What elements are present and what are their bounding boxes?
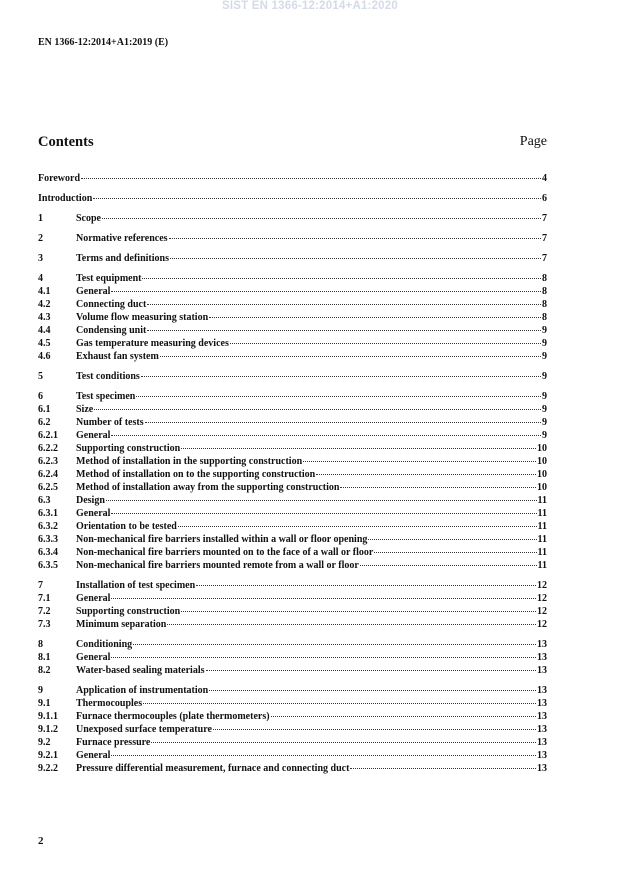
toc-entry[interactable] <box>38 192 547 206</box>
toc-entry[interactable] <box>38 311 547 325</box>
toc-entry[interactable] <box>38 285 547 299</box>
toc-entry-title: General <box>76 652 111 663</box>
toc-entry[interactable] <box>38 507 547 521</box>
toc-entry-number: 6.3.4 <box>38 547 58 558</box>
toc-entry-page: 9 <box>542 371 547 382</box>
dot-leader <box>142 278 541 279</box>
toc-entry-page: 8 <box>542 273 547 284</box>
dot-leader <box>111 435 541 436</box>
toc-entry-title: Gas temperature measuring devices <box>76 338 229 349</box>
toc-entry[interactable] <box>38 762 547 776</box>
dot-leader <box>303 461 536 462</box>
toc-entry-number: 6.2.1 <box>38 430 58 441</box>
toc-entry-number: 6.3.3 <box>38 534 58 545</box>
toc-entry-title: General <box>76 750 111 761</box>
dot-leader <box>147 330 541 331</box>
toc-entry-number: 9.1 <box>38 698 51 709</box>
toc-entry[interactable] <box>38 618 547 632</box>
toc-entry-page: 9 <box>542 430 547 441</box>
toc-entry-number: 6.2.3 <box>38 456 58 467</box>
toc-entry-title: Method of installation in the supporting construction <box>76 456 303 467</box>
dot-leader <box>151 742 536 743</box>
toc-entry[interactable] <box>38 172 547 186</box>
toc-entry[interactable] <box>38 723 547 737</box>
toc-entry-page: 8 <box>542 286 547 297</box>
toc-entry-page: 10 <box>537 469 547 480</box>
dot-leader <box>181 448 536 449</box>
toc-entry-number: 6.1 <box>38 404 51 415</box>
document-header: EN 1366-12:2014+A1:2019 (E) <box>38 37 169 48</box>
toc-entry[interactable] <box>38 390 547 404</box>
dot-leader <box>230 343 541 344</box>
toc-entry-number: 6.3.5 <box>38 560 58 571</box>
toc-entry-title: General <box>76 508 111 519</box>
toc-entry-number: 4.4 <box>38 325 51 336</box>
toc-entry-title: Method of installation on to the supporting construction <box>76 469 316 480</box>
toc-entry[interactable] <box>38 559 547 573</box>
toc-entry[interactable] <box>38 749 547 763</box>
page-number: 2 <box>38 835 44 847</box>
toc-entry-page: 7 <box>542 213 547 224</box>
toc-entry[interactable] <box>38 337 547 351</box>
toc-entry[interactable] <box>38 429 547 443</box>
toc-entry-number: 6 <box>38 391 43 402</box>
toc-entry-page: 11 <box>537 534 547 545</box>
toc-entry[interactable] <box>38 481 547 495</box>
toc-entry-number: 6.2.2 <box>38 443 58 454</box>
dot-leader <box>111 598 536 599</box>
dot-leader <box>111 755 536 756</box>
toc-entry-number: 8 <box>38 639 43 650</box>
toc-entry-title: Introduction <box>38 193 93 204</box>
toc-entry-number: 7.2 <box>38 606 51 617</box>
toc-entry-number: 1 <box>38 213 43 224</box>
toc-entry[interactable] <box>38 252 547 266</box>
toc-entry-title: Size <box>76 404 94 415</box>
toc-entry[interactable] <box>38 403 547 417</box>
dot-leader <box>160 356 541 357</box>
toc-entry-title: Design <box>76 495 105 506</box>
toc-entry-title: Minimum separation <box>76 619 167 630</box>
toc-entry-page: 11 <box>537 495 547 506</box>
toc-entry-title: General <box>76 286 111 297</box>
toc-entry-number: 4.3 <box>38 312 51 323</box>
toc-entry[interactable] <box>38 579 547 593</box>
toc-entry-title: Supporting construction <box>76 606 181 617</box>
toc-entry[interactable] <box>38 638 547 652</box>
dot-leader <box>111 657 536 658</box>
toc-entry[interactable] <box>38 710 547 724</box>
toc-entry-page: 6 <box>542 193 547 204</box>
toc-entry-page: 9 <box>542 404 547 415</box>
toc-entry[interactable] <box>38 298 547 312</box>
toc-entry-page: 13 <box>537 639 547 650</box>
toc-entry-page: 10 <box>537 482 547 493</box>
toc-entry[interactable] <box>38 272 547 286</box>
toc-entry-page: 11 <box>537 508 547 519</box>
toc-entry-number: 4 <box>38 273 43 284</box>
toc-entry-title: General <box>76 430 111 441</box>
toc-entry-title: Non-mechanical fire barriers mounted remote from a wall or floor <box>76 560 359 571</box>
toc-entry-number: 4.5 <box>38 338 51 349</box>
toc-entry-number: 4.6 <box>38 351 51 362</box>
toc-entry[interactable] <box>38 455 547 469</box>
toc-entry-title: Furnace thermocouples (plate thermometers) <box>76 711 270 722</box>
toc-entry-title: Terms and definitions <box>76 253 169 264</box>
toc-entry-page: 13 <box>537 652 547 663</box>
toc-entry-title: Furnace pressure <box>76 737 151 748</box>
toc-entry-title: General <box>76 593 111 604</box>
toc-entry-page: 4 <box>542 173 547 184</box>
toc-entry-title: Volume flow measuring station <box>76 312 209 323</box>
toc-entry-title: Scope <box>76 213 101 224</box>
toc-entry-number: 9.2.1 <box>38 750 58 761</box>
toc-entry-page: 11 <box>537 560 547 571</box>
dot-leader <box>106 500 537 501</box>
toc-entry-page: 10 <box>537 443 547 454</box>
dot-leader <box>213 729 536 730</box>
toc-entry-title: Water-based sealing materials <box>76 665 205 676</box>
dot-leader <box>169 238 541 239</box>
toc-entry[interactable] <box>38 494 547 508</box>
toc-entry-page: 11 <box>537 547 547 558</box>
toc-entry-title: Supporting construction <box>76 443 181 454</box>
toc-entry[interactable] <box>38 605 547 619</box>
contents-heading: Contents <box>38 134 94 150</box>
toc-entry-number: 9 <box>38 685 43 696</box>
toc-entry-title: Thermocouples <box>76 698 143 709</box>
toc-entry-page: 13 <box>537 665 547 676</box>
toc-entry-title: Unexposed surface temperature <box>76 724 212 735</box>
toc-entry[interactable] <box>38 664 547 678</box>
toc-entry-title: Test specimen <box>76 391 136 402</box>
toc-entry[interactable] <box>38 350 547 364</box>
toc-entry-page: 9 <box>542 417 547 428</box>
toc-entry-page: 13 <box>537 711 547 722</box>
toc-entry-title: Non-mechanical fire barriers installed within a wall or floor opening <box>76 534 368 545</box>
toc-entry[interactable] <box>38 736 547 750</box>
toc-entry[interactable] <box>38 520 547 534</box>
dot-leader <box>81 178 541 179</box>
dot-leader <box>147 304 541 305</box>
toc-entry-number: 6.3 <box>38 495 51 506</box>
dot-leader <box>145 422 541 423</box>
toc-entry[interactable] <box>38 416 547 430</box>
dot-leader <box>141 376 541 377</box>
toc-entry-number: 9.2.2 <box>38 763 58 774</box>
toc-entry-page: 12 <box>537 606 547 617</box>
toc-entry-number: 6.3.2 <box>38 521 58 532</box>
toc-entry-number: 9.1.2 <box>38 724 58 735</box>
toc-entry-title: Method of installation away from the supporting construction <box>76 482 340 493</box>
toc-entry-number: 6.2 <box>38 417 51 428</box>
toc-entry-title: Condensing unit <box>76 325 147 336</box>
toc-entry-page: 8 <box>542 312 547 323</box>
dot-leader <box>181 611 536 612</box>
dot-leader <box>111 513 536 514</box>
toc-entry-number: 6.2.5 <box>38 482 58 493</box>
toc-entry-title: Exhaust fan system <box>76 351 159 362</box>
toc-entry-title: Pressure differential measurement, furnace and connecting duct <box>76 763 350 774</box>
watermark-text: SIST EN 1366-12:2014+A1:2020 <box>222 0 398 12</box>
toc-entry[interactable] <box>38 651 547 665</box>
dot-leader <box>360 565 537 566</box>
toc-entry[interactable] <box>38 468 547 482</box>
toc-entry-page: 7 <box>542 253 547 264</box>
toc-entry-page: 9 <box>542 325 547 336</box>
toc-entry[interactable] <box>38 697 547 711</box>
toc-entry-title: Application of instrumentation <box>76 685 209 696</box>
toc-entry-title: Normative references <box>76 233 168 244</box>
dot-leader <box>143 703 536 704</box>
toc-entry[interactable] <box>38 533 547 547</box>
toc-entry-title: Test equipment <box>76 273 142 284</box>
dot-leader <box>271 716 536 717</box>
toc-entry-page: 9 <box>542 391 547 402</box>
dot-leader <box>93 198 541 199</box>
toc-entry-page: 13 <box>537 698 547 709</box>
dot-leader <box>196 585 536 586</box>
toc-entry-title: Conditioning <box>76 639 133 650</box>
dot-leader <box>167 624 536 625</box>
toc-entry-page: 12 <box>537 580 547 591</box>
dot-leader <box>316 474 536 475</box>
dot-leader <box>133 644 536 645</box>
dot-leader <box>111 291 541 292</box>
dot-leader <box>170 258 541 259</box>
toc-entry-page: 9 <box>542 338 547 349</box>
toc-entry-number: 7.3 <box>38 619 51 630</box>
toc-entry-page: 13 <box>537 750 547 761</box>
toc-entry-title: Number of tests <box>76 417 144 428</box>
dot-leader <box>178 526 537 527</box>
toc-entry-number: 3 <box>38 253 43 264</box>
page-column-heading: Page <box>519 134 547 149</box>
dot-leader <box>206 670 536 671</box>
toc-entry-number: 5 <box>38 371 43 382</box>
toc-entry-title: Non-mechanical fire barriers mounted on to the face of a wall or floor <box>76 547 374 558</box>
dot-leader <box>209 317 541 318</box>
toc-entry-page: 9 <box>542 351 547 362</box>
toc-entry-number: 9.2 <box>38 737 51 748</box>
dot-leader <box>209 690 536 691</box>
toc-entry-page: 13 <box>537 724 547 735</box>
toc-entry-page: 13 <box>537 737 547 748</box>
toc-entry-page: 12 <box>537 593 547 604</box>
dot-leader <box>368 539 536 540</box>
toc-entry-number: 2 <box>38 233 43 244</box>
dot-leader <box>94 409 541 410</box>
toc-entry-number: 6.2.4 <box>38 469 58 480</box>
toc-entry[interactable] <box>38 684 547 698</box>
toc-entry-title: Connecting duct <box>76 299 147 310</box>
toc-entry[interactable] <box>38 442 547 456</box>
toc-entry-number: 7 <box>38 580 43 591</box>
toc-entry[interactable] <box>38 592 547 606</box>
dot-leader <box>102 218 541 219</box>
toc-entry-page: 8 <box>542 299 547 310</box>
toc-entry-number: 8.2 <box>38 665 51 676</box>
toc-entry-number: 8.1 <box>38 652 51 663</box>
toc-entry-title: Installation of test specimen <box>76 580 196 591</box>
dot-leader <box>374 552 536 553</box>
toc-entry-page: 13 <box>537 763 547 774</box>
toc-entry[interactable] <box>38 370 547 384</box>
toc-entry-number: 9.1.1 <box>38 711 58 722</box>
toc-entry-number: 4.1 <box>38 286 51 297</box>
toc-entry-page: 12 <box>537 619 547 630</box>
toc-entry-number: 7.1 <box>38 593 51 604</box>
toc-entry[interactable] <box>38 232 547 246</box>
toc-entry-page: 11 <box>537 521 547 532</box>
toc-entry-page: 7 <box>542 233 547 244</box>
toc-entry[interactable] <box>38 324 547 338</box>
dot-leader <box>136 396 541 397</box>
toc-entry-title: Test conditions <box>76 371 140 382</box>
toc-entry-page: 13 <box>537 685 547 696</box>
toc-entry-number: 6.3.1 <box>38 508 58 519</box>
dot-leader <box>340 487 536 488</box>
toc-entry-number: 4.2 <box>38 299 51 310</box>
toc-entry-title: Orientation to be tested <box>76 521 177 532</box>
toc-entry-title: Foreword <box>38 173 81 184</box>
dot-leader <box>350 768 536 769</box>
toc-entry[interactable] <box>38 212 547 226</box>
toc-entry[interactable] <box>38 546 547 560</box>
toc-entry-page: 10 <box>537 456 547 467</box>
